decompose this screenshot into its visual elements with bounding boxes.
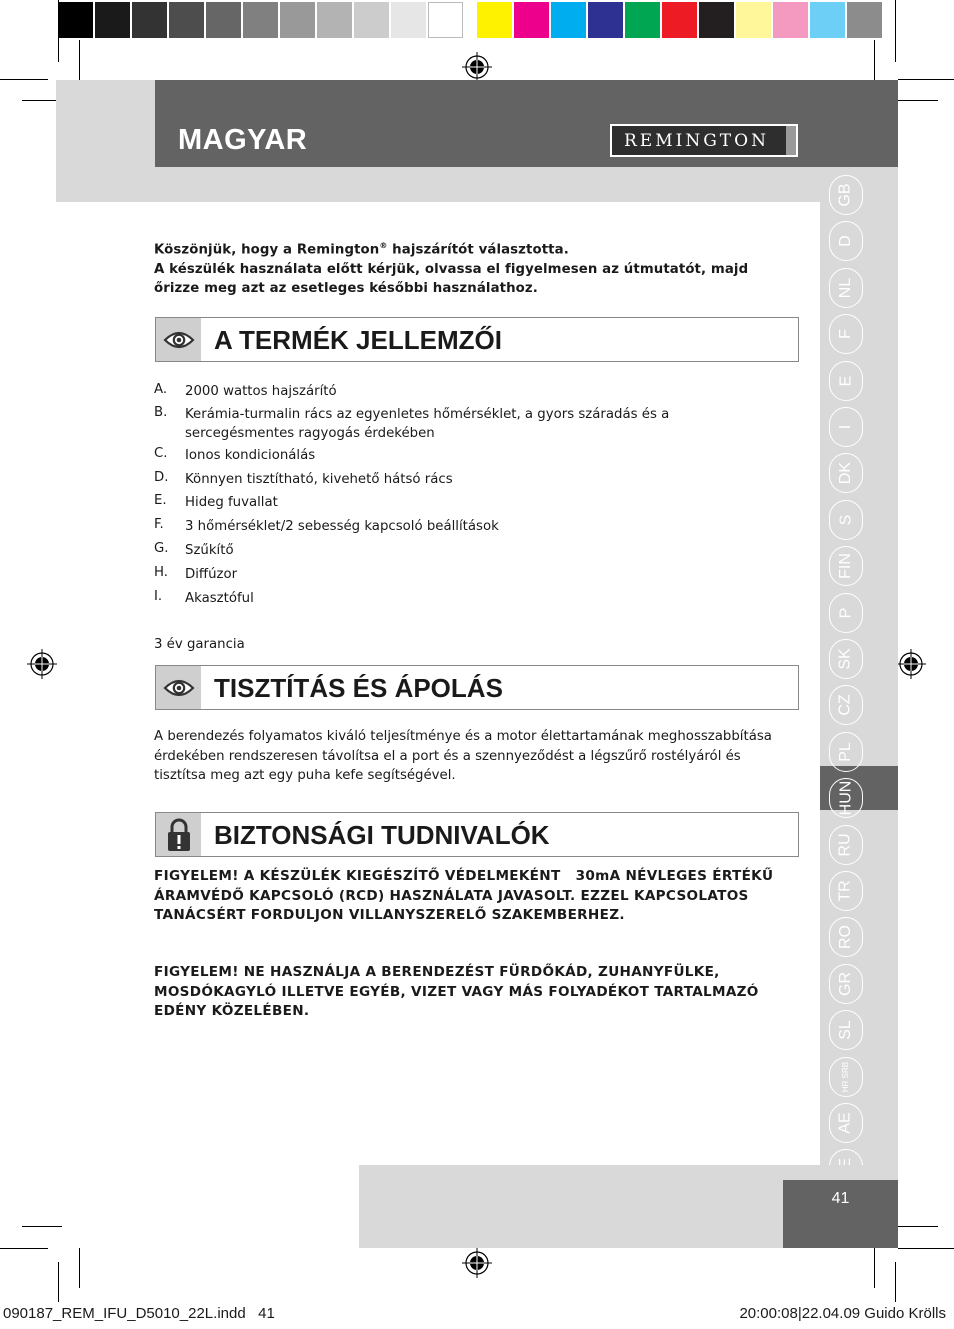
language-tab-i[interactable]: I (829, 407, 863, 447)
color-swatch (206, 2, 241, 38)
crop-mark (874, 1248, 875, 1288)
color-swatch (58, 2, 93, 38)
section-header-features (155, 317, 799, 362)
color-swatch (699, 2, 734, 38)
color-swatch (810, 2, 845, 38)
color-swatch (514, 2, 549, 38)
language-tab-cz[interactable]: CZ (829, 685, 863, 725)
eye-icon (156, 666, 201, 709)
color-swatch (95, 2, 130, 38)
section-title: A TERMÉK JELLEMZŐI (214, 325, 502, 355)
brand-logo-text: REMINGTON (624, 130, 769, 151)
color-swatch (662, 2, 697, 38)
eye-icon (156, 318, 201, 361)
language-tab-sk[interactable]: SK (829, 639, 863, 679)
crop-mark (895, 1262, 896, 1302)
language-tab-s[interactable]: S (829, 500, 863, 540)
color-calibration-bar (58, 2, 884, 38)
crop-mark (0, 1248, 48, 1249)
language-tab-ro[interactable]: RO (829, 917, 863, 957)
color-swatch (317, 2, 352, 38)
intro-text: Köszönjük, hogy a Remington® hajszárítót választotta. A készülék használata előtt kérjük, olvassa el figyelmesen az útmutatót, majd őrizze meg azt az esetleges későbbi használathoz. (154, 241, 749, 297)
section-title: TISZTÍTÁS ÉS ÁPOLÁS (214, 673, 503, 703)
language-tab-hun[interactable]: HUN (829, 778, 863, 818)
safety-warning-water: FIGYELEM! NE HASZNÁLJA A BERENDEZÉST FÜRDŐKÁD, ZUHANYFÜLKE, MOSDÓKAGYLÓ ILLETVE EGYÉB, VIZET VAGY MÁS FOLYADÉKOT TARTALMAZÓ EDÉNY KÖZELÉBEN. (154, 964, 759, 1019)
crop-mark (0, 79, 48, 80)
color-swatch (588, 2, 623, 38)
language-tab-ru[interactable]: RU (829, 825, 863, 865)
page-title: MAGYAR (178, 124, 308, 156)
registration-mark-icon (462, 1248, 492, 1278)
section-title: BIZTONSÁGI TUDNIVALÓK (214, 820, 550, 850)
registration-mark-icon (462, 52, 492, 82)
color-swatch (391, 2, 426, 38)
color-swatch (428, 2, 463, 38)
language-tab-tr[interactable]: TR (829, 871, 863, 911)
page-number: 41 (783, 1180, 898, 1248)
section-header-cleaning (155, 665, 799, 710)
color-swatch (477, 2, 512, 38)
crop-mark (898, 79, 954, 80)
section-header-safety (155, 812, 799, 857)
language-tab-ae[interactable]: AE (829, 1103, 863, 1143)
color-swatch (354, 2, 389, 38)
language-tab-pl[interactable]: PL (829, 732, 863, 772)
color-swatch (280, 2, 315, 38)
crop-mark (79, 1248, 80, 1288)
language-tab-sl[interactable]: SL (829, 1010, 863, 1050)
language-tab-nl[interactable]: NL (829, 268, 863, 308)
color-swatch (132, 2, 167, 38)
language-tab-d[interactable]: D (829, 221, 863, 261)
crop-mark (58, 1262, 59, 1302)
color-swatch (773, 2, 808, 38)
color-swatch (243, 2, 278, 38)
crop-mark (22, 1226, 62, 1227)
color-swatch (736, 2, 771, 38)
crop-mark (79, 40, 80, 80)
crop-mark (58, 0, 59, 62)
registration-mark-icon (27, 649, 57, 679)
padlock-warning-icon (156, 813, 201, 856)
language-tab-hr-srb[interactable]: HR SRB (829, 1057, 863, 1097)
brand-logo (610, 124, 798, 157)
color-swatch (847, 2, 882, 38)
warranty-text: 3 év garancia (154, 637, 245, 652)
language-tab-fin[interactable]: FIN (829, 546, 863, 586)
footer-timestamp: 20:00:08|22.04.09 Guido Krölls (739, 1305, 946, 1322)
registration-mark-icon (896, 649, 926, 679)
crop-mark (874, 40, 875, 80)
language-tab-f[interactable]: F (829, 314, 863, 354)
language-tab-p[interactable]: P (829, 593, 863, 633)
footer-file-info: 090187_REM_IFU_D5010_22L.indd 41 (3, 1305, 275, 1322)
color-swatch (625, 2, 660, 38)
safety-warning-rcd: FIGYELEM! A KÉSZÜLÉK KIEGÉSZÍTŐ VÉDELMEKÉNT 30mA NÉVLEGES ÉRTÉKŰ ÁRAMVÉDŐ KAPCSOLÓ (RCD) HASZNÁLATA JAVASOLT. EZZEL KAPCSOLATOS TANÁCSÉRT FORDULJON VILLANYSZERELŐ SZAKEMBERHEZ. (154, 868, 779, 923)
color-swatch (169, 2, 204, 38)
language-tab-e[interactable]: E (829, 361, 863, 401)
language-tab-gb[interactable]: GB (829, 175, 863, 215)
cleaning-text: A berendezés folyamatos kiváló teljesítménye és a motor élettartamának meghosszabbítása érdekében rendszeresen távolítsa el a port és a szennyeződést a légszűrő rostélyáról és tisztítsa meg azt egy puha kefe segítségével. (154, 729, 772, 783)
crop-mark (895, 0, 896, 62)
crop-mark (898, 1248, 954, 1249)
language-tab-dk[interactable]: DK (829, 453, 863, 493)
language-tab-gr[interactable]: GR (829, 964, 863, 1004)
color-swatch (551, 2, 586, 38)
